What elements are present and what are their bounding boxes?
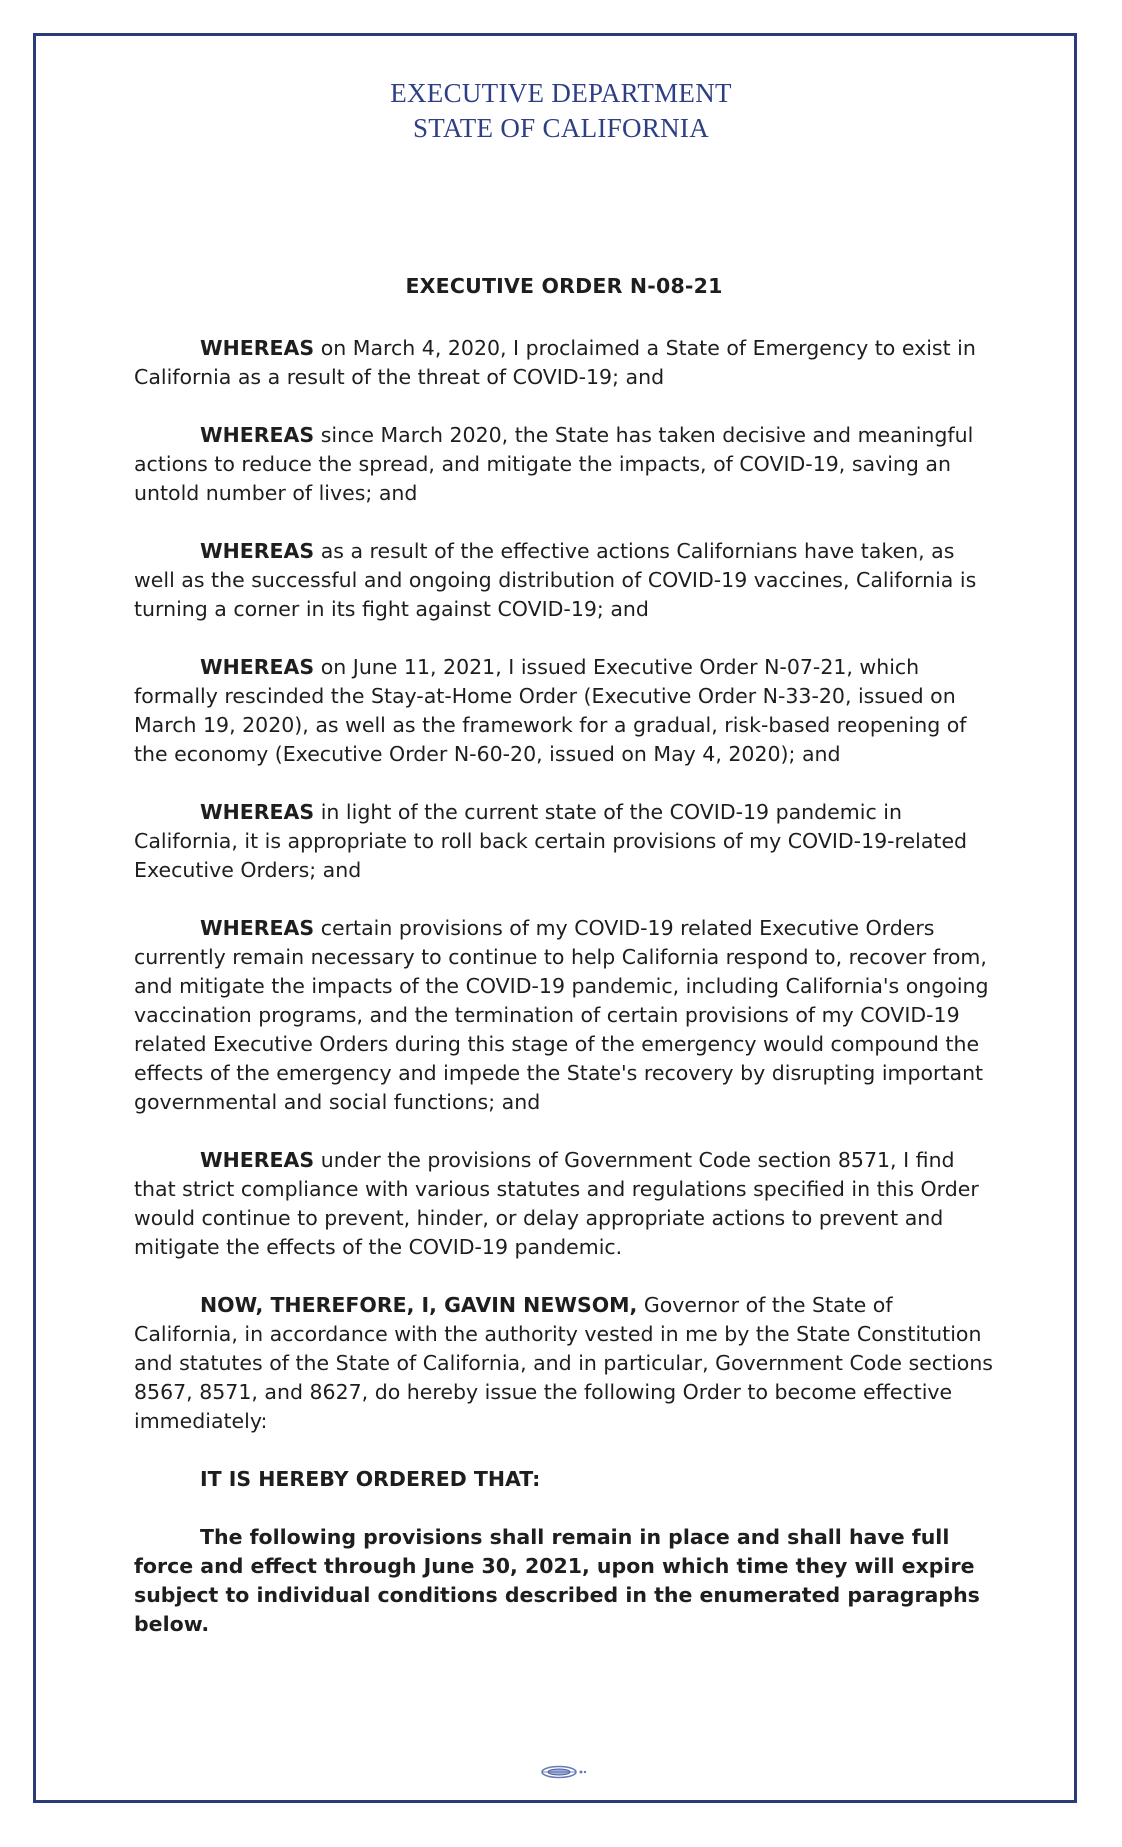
whereas-paragraph-6	[134, 914, 994, 1117]
paragraph-text: since March 2020, the State has taken decisive and meaningful actions to reduce the spread, and mitigate the impacts, of COVID-19, saving an untold number of lives; and	[134, 423, 974, 505]
paragraph-text: in light of the current state of the COVID-19 pandemic in California, it is appropriate to roll back certain provisions of my COVID-19-related Executive Orders; and	[134, 800, 968, 882]
whereas-paragraph-7	[134, 1146, 994, 1262]
letterhead-state: STATE OF CALIFORNIA	[412, 113, 710, 143]
ordered-heading: IT IS HEREBY ORDERED THAT:	[200, 1467, 541, 1491]
paragraph-keyword: WHEREAS	[200, 423, 315, 447]
whereas-paragraph-2	[134, 421, 994, 508]
order-title: EXECUTIVE ORDER N-08-21	[405, 274, 723, 298]
whereas-paragraph-3	[134, 537, 994, 624]
paragraph-keyword: WHEREAS	[200, 800, 315, 824]
paragraph-keyword: WHEREAS	[200, 916, 315, 940]
paragraph-keyword: NOW, THEREFORE, I, GAVIN NEWSOM,	[200, 1293, 638, 1317]
state-seal-icon	[534, 1763, 588, 1781]
now-therefore-paragraph	[134, 1291, 994, 1436]
paragraph-text: as a result of the effective actions Californians have taken, as well as the successful and ongoing distribution of COVID-19 vaccines, California is turning a corner in its fight against COVID-19; and	[134, 539, 977, 621]
paragraph-keyword: WHEREAS	[200, 336, 315, 360]
letterhead-department: EXECUTIVE DEPARTMENT	[390, 78, 732, 108]
paragraph-text: under the provisions of Government Code section 8571, I find that strict compliance with various statutes and regulations specified in this Order would continue to prevent, hinder, or delay appropriate actions to prevent and mitigate the effects of the COVID-19 pandemic.	[134, 1148, 979, 1259]
whereas-paragraph-4	[134, 653, 994, 769]
paragraph-text: certain provisions of my COVID-19 related Executive Orders currently remain necessary to continue to help California respond to, recover from, and mitigate the impacts of the COVID-19 pandemic, including California's ongoing vaccination programs, and the termination of certain provisions of my COVID-19 related Executive Orders during this stage of the emergency would compound the effects of the emergency and impede the State's recovery by disrupting important governmental and social functions; and	[134, 916, 989, 1114]
letterhead	[0, 76, 1122, 146]
provisions-paragraph: The following provisions shall remain in place and shall have full force and effect through June 30, 2021, upon which time they will expire subject to individual conditions described in the enumerated paragraphs below.	[134, 1525, 980, 1636]
paragraph-keyword: WHEREAS	[200, 1148, 315, 1172]
paragraph-keyword: WHEREAS	[200, 539, 315, 563]
whereas-paragraph-5	[134, 798, 994, 885]
paragraph-keyword: WHEREAS	[200, 655, 315, 679]
paragraph-text: on June 11, 2021, I issued Executive Order N-07-21, which formally rescinded the Stay-at-Home Order (Executive Order N-33-20, issued on March 19, 2020), as well as the framework for a gradual, risk-based reopening of the economy (Executive Order N-60-20, issued on May 4, 2020); and	[134, 655, 967, 766]
paragraph-text: on March 4, 2020, I proclaimed a State of Emergency to exist in California as a result of the threat of COVID-19; and	[134, 336, 976, 389]
document-body	[134, 272, 994, 1668]
paragraph-text: Governor of the State of California, in accordance with the authority vested in me by the State Constitution and statutes of the State of California, and in particular, Government Code sections 8567, 8571, and 8627, do hereby issue the following Order to become effective immediately:	[134, 1293, 993, 1433]
whereas-paragraph-1	[134, 334, 994, 392]
